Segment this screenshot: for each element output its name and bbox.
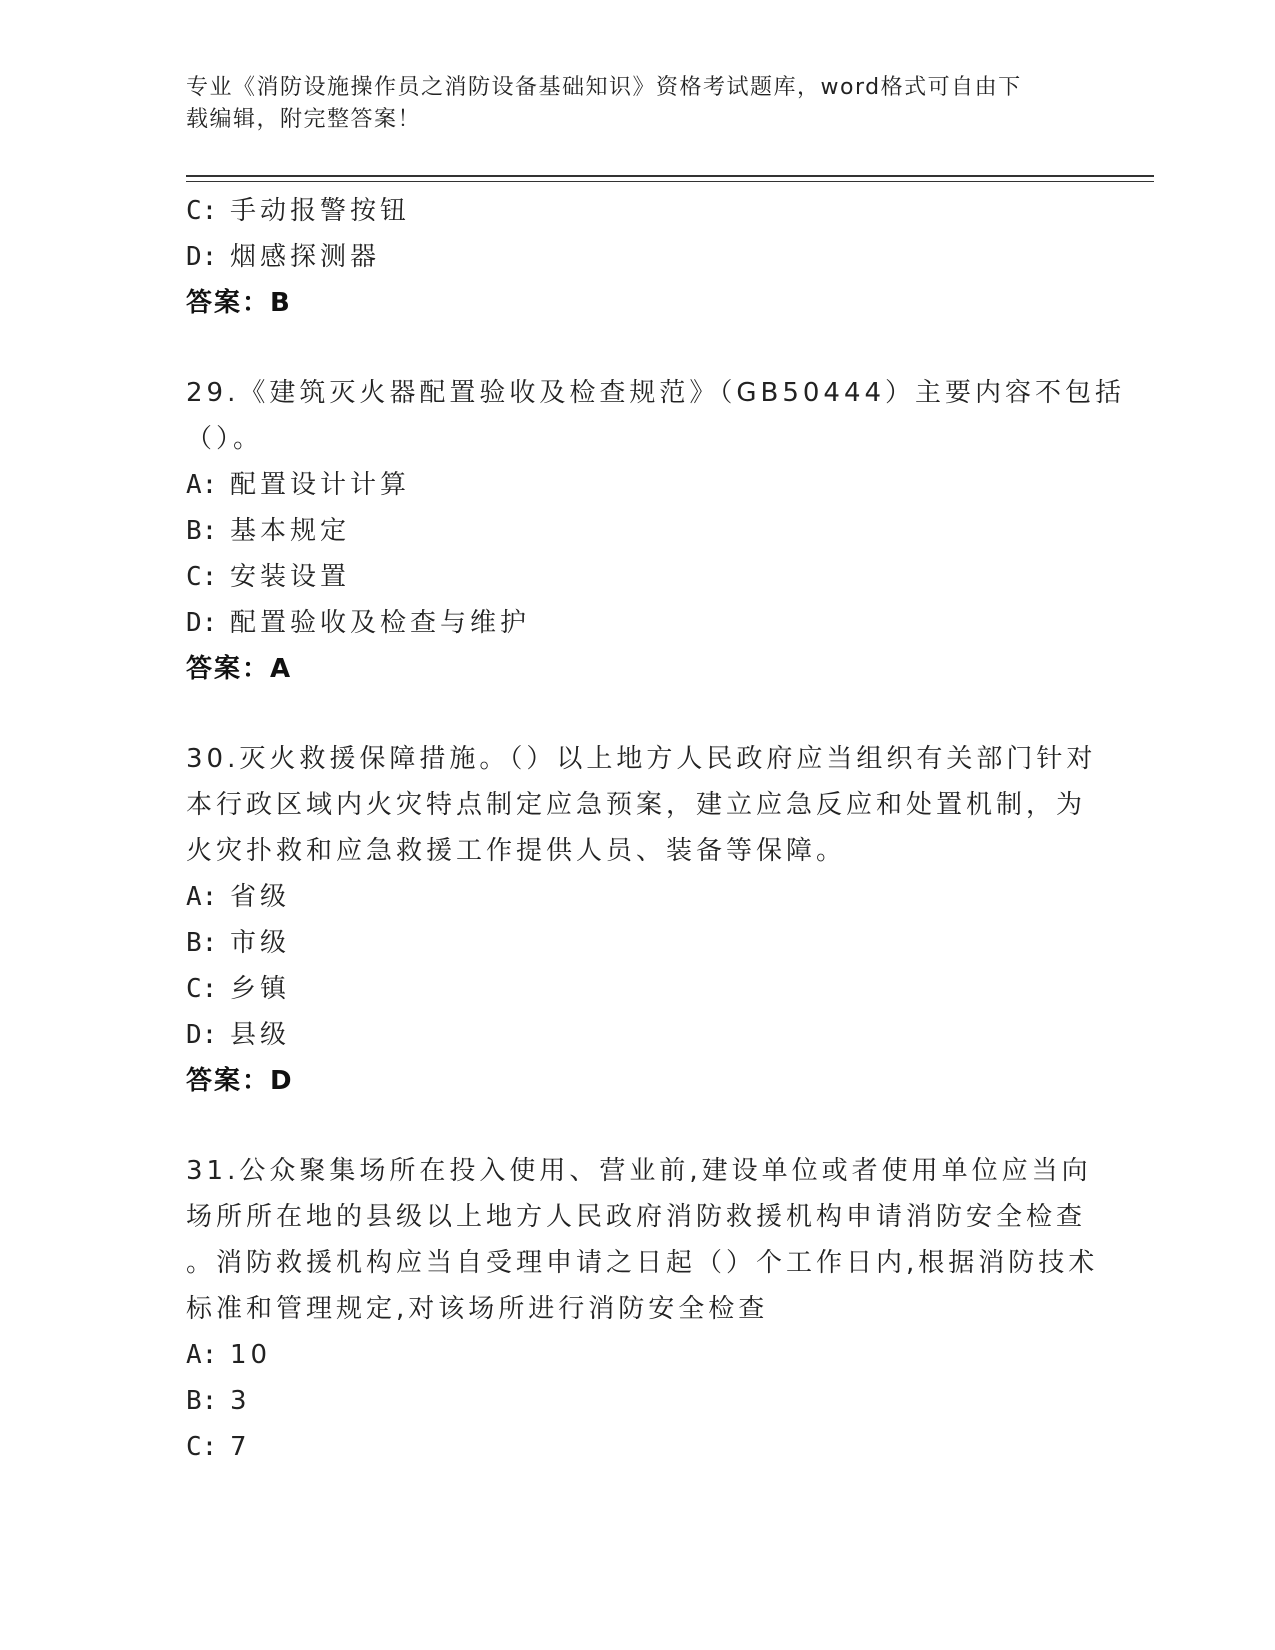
option-d: [186, 600, 1066, 646]
option-a: [186, 1332, 1066, 1378]
option-c: [186, 554, 1066, 600]
question-stem: [186, 1148, 1099, 1332]
stem-line: 30.灭火救援保障措施。（）以上地方人民政府应当组织有关部门针对: [186, 744, 1097, 774]
option-c: [186, 1424, 1066, 1470]
question-stem: [186, 736, 1097, 874]
header-line-2: 载编辑，附完整答案！: [186, 107, 422, 132]
header-divider-bottom: [186, 181, 1154, 182]
option-key: A:: [186, 1340, 218, 1370]
option-text: 配置验收及检查与维护: [230, 608, 531, 638]
option-key: B:: [186, 1386, 218, 1416]
stem-line: 。消防救援机构应当自受理申请之日起（）个工作日内,根据消防技术: [186, 1248, 1099, 1278]
stem-line: 31.公众聚集场所在投入使用、营业前,建设单位或者使用单位应当向: [186, 1156, 1092, 1186]
option-d: [186, 1012, 1066, 1058]
option-key: C:: [186, 1432, 218, 1462]
option-key: B:: [186, 928, 218, 958]
question-stem: [186, 370, 1126, 462]
spacer: [186, 692, 1066, 736]
option-a: [186, 462, 1066, 508]
option-key: D:: [186, 242, 218, 272]
spacer: [186, 1104, 1066, 1148]
option-key: A:: [186, 882, 218, 912]
option-text: 基本规定: [230, 516, 351, 546]
option-text: 配置设计计算: [230, 470, 411, 500]
document-header: [186, 72, 1066, 136]
answer-line: 答案：B: [186, 288, 292, 318]
question-body: [186, 188, 1126, 1470]
option-text: 3: [230, 1386, 251, 1416]
option-c: [186, 966, 1066, 1012]
option-d: [186, 234, 1066, 280]
option-text: 烟感探测器: [230, 242, 381, 272]
header-divider-top: [186, 175, 1154, 177]
option-text: 市级: [230, 928, 291, 958]
option-key: C:: [186, 196, 218, 226]
stem-line: （）。: [186, 424, 264, 454]
stem-line: 火灾扑救和应急救援工作提供人员、装备等保障。: [186, 836, 847, 866]
option-key: D:: [186, 1020, 218, 1050]
option-key: C:: [186, 974, 218, 1004]
answer-line: 答案：D: [186, 1066, 294, 1096]
option-text: 乡镇: [230, 974, 291, 1004]
question-28-tail: [186, 188, 1066, 326]
option-key: B:: [186, 516, 218, 546]
option-b: [186, 508, 1066, 554]
question-29: [186, 370, 1126, 692]
option-key: C:: [186, 562, 218, 592]
option-key: A:: [186, 470, 218, 500]
option-text: 10: [230, 1340, 272, 1370]
spacer: [186, 326, 1066, 370]
stem-line: 场所所在地的县级以上地方人民政府消防救援机构申请消防安全检查: [186, 1202, 1087, 1232]
question-30: [186, 736, 1097, 1104]
option-text: 手动报警按钮: [230, 196, 411, 226]
answer-line: 答案：A: [186, 654, 293, 684]
option-b: [186, 920, 1066, 966]
option-text: 省级: [230, 882, 291, 912]
stem-line: 29.《建筑灭火器配置验收及检查规范》（GB50444）主要内容不包括: [186, 378, 1126, 408]
stem-line: 标准和管理规定,对该场所进行消防安全检查: [186, 1294, 769, 1324]
option-a: [186, 874, 1066, 920]
stem-line: 本行政区域内火灾特点制定应急预案，建立应急反应和处置机制，为: [186, 790, 1087, 820]
question-31: [186, 1148, 1099, 1470]
option-b: [186, 1378, 1066, 1424]
option-text: 县级: [230, 1020, 291, 1050]
option-key: D:: [186, 608, 218, 638]
option-text: 安装设置: [230, 562, 351, 592]
option-c: [186, 188, 1066, 234]
header-line-1: 专业《消防设施操作员之消防设备基础知识》资格考试题库，word格式可自由下: [186, 75, 1022, 100]
option-text: 7: [230, 1432, 251, 1462]
